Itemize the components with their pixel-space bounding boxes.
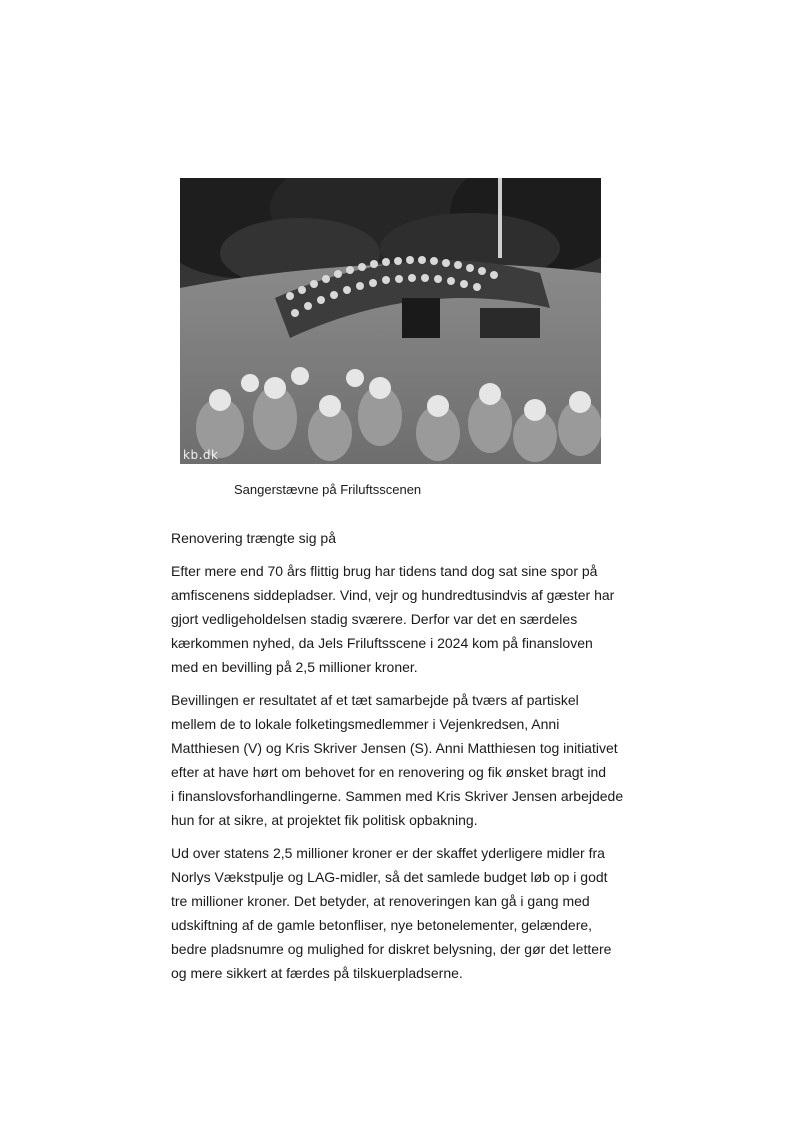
paragraph: Efter mere end 70 års flittig brug har tidens tand dog sat sine spor på amfiscenens siddepladser. Vind, vejr og hundredtusindvis af gæster har gjort vedligeholdelsen stadig sværere. Derfor var det en særdeles kærkommen nyhed, da Jels Friluftsscene i 2024 kom på finansloven med en bevilling på 2,5 millioner kroner. xyxy=(171,563,615,675)
article-section xyxy=(171,527,641,994)
paragraph: Ud over statens 2,5 millioner kroner er der skaffet yderligere midler fra Norlys Vækstpulje og LAG-midler, så det samlede budget løb op i godt tre millioner kroner. Det betyder, at renoveringen kan gå i gang med udskiftning af de gamle betonfliser, nye betonelementer, gelændere, bedre pladsnumre og mulighed for diskret belysning, der gør det lettere og mere sikkert at færdes på tilskuerpladserne. xyxy=(171,845,612,981)
photo-caption: Sangerstævne på Friluftsscenen xyxy=(234,482,422,497)
photo-watermark: kb.dk xyxy=(183,448,219,462)
photo-illustration xyxy=(180,178,601,464)
section-heading: Renovering trængte sig på xyxy=(171,530,336,546)
historic-photo xyxy=(180,178,601,464)
paragraph: Bevillingen er resultatet af et tæt samarbejde på tværs af partiskel mellem de to lokale folketingsmedlemmer i Vejenkredsen, Anni Matthiesen (V) og Kris Skriver Jensen (S). Anni Matthiesen tog initiativet efter at have hørt om behovet for en renovering og fik ønsket bragt ind i finanslovsforhandlingerne. Sammen med Kris Skriver Jensen arbejdede hun for at sikre, at projektet fik politisk opbakning. xyxy=(171,692,624,828)
